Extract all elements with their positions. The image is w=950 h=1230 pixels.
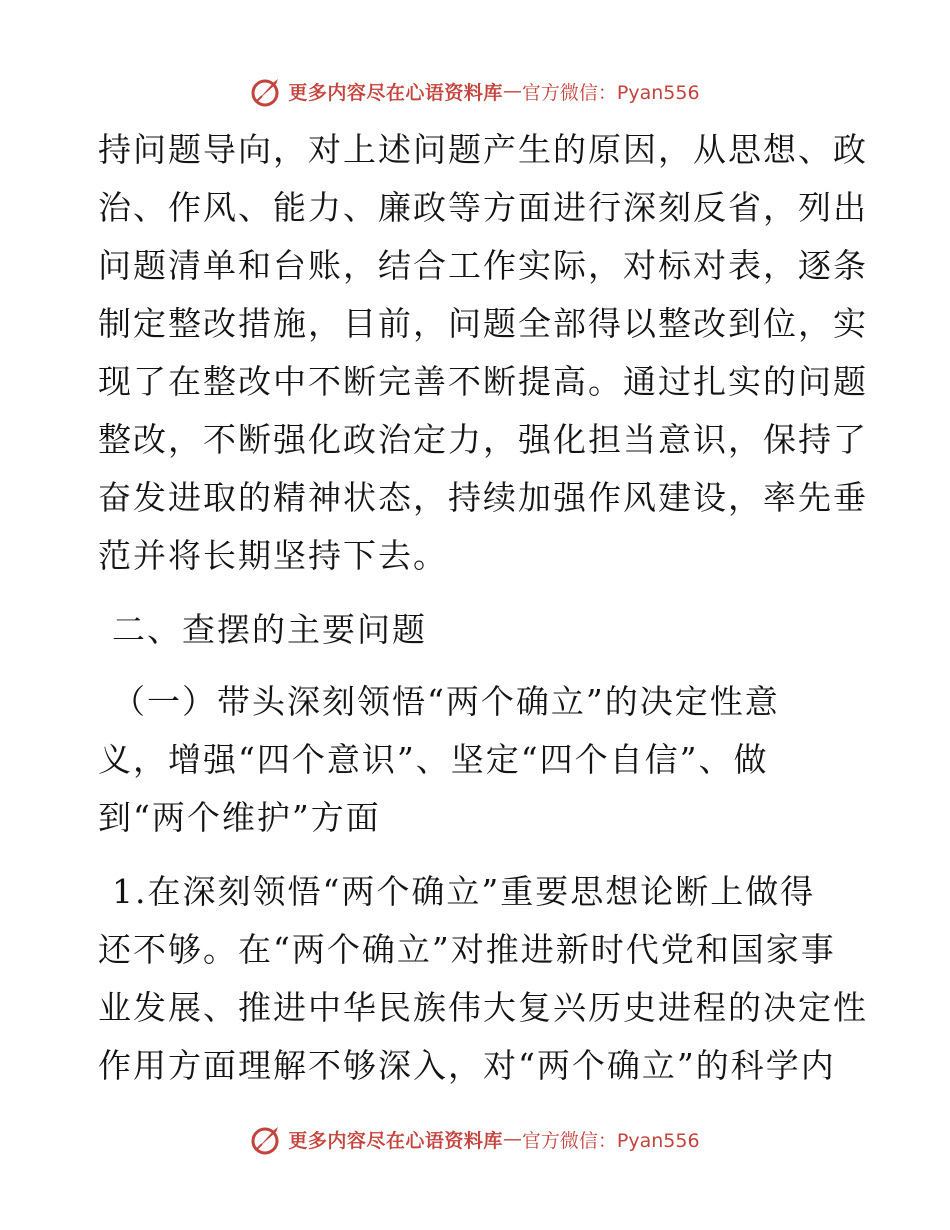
subsection-heading: 义，增强“四个意识”、坚定“四个自信”、做 <box>98 740 769 779</box>
quill-logo-icon <box>250 1122 284 1156</box>
list-item-heading: 1.在深刻领悟“两个确立”重要思想论断上做得 <box>112 872 816 911</box>
footer-brand-text: 更多内容尽在心语资料库 <box>288 1129 503 1152</box>
body-line: 制定整改措施，目前，问题全部得以整改到位，实 <box>98 304 868 343</box>
body-line: 范并将长期坚持下去。 <box>98 536 448 575</box>
body-line: 持问题导向，对上述问题产生的原因，从思想、政 <box>98 130 868 169</box>
header-brand-text: 更多内容尽在心语资料库 <box>288 81 503 104</box>
body-line: 现了在整改中不断完善不断提高。通过扎实的问题 <box>98 362 868 401</box>
body-line: 业发展、推进中华民族伟大复兴历史进程的决定性 <box>98 988 868 1027</box>
header-dash: — <box>502 80 522 102</box>
header-wechat-text: 官方微信：Pyan556 <box>521 81 700 104</box>
footer-wechat-text: 官方微信：Pyan556 <box>521 1129 700 1152</box>
quill-logo-icon <box>250 74 284 108</box>
footer-banner <box>0 1119 950 1159</box>
subsection-heading: 到“两个维护”方面 <box>98 798 381 837</box>
body-line: 作用方面理解不够深入，对“两个确立”的科学内 <box>98 1046 836 1085</box>
body-line: 整改，不断强化政治定力，强化担当意识，保持了 <box>98 420 868 459</box>
body-line: 奋发进取的精神状态，持续加强作风建设，率先垂 <box>98 478 868 517</box>
section-heading: 二、查摆的主要问题 <box>112 610 427 649</box>
subsection-heading: （一）带头深刻领悟“两个确立”的决定性意 <box>112 682 780 721</box>
body-line: 问题清单和台账，结合工作实际，对标对表，逐条 <box>98 246 868 285</box>
footer-dash: — <box>502 1128 522 1150</box>
body-line: 还不够。在“两个确立”对推进新时代党和国家事 <box>98 930 836 969</box>
header-banner <box>0 71 950 111</box>
body-line: 治、作风、能力、廉政等方面进行深刻反省，列出 <box>98 188 868 227</box>
